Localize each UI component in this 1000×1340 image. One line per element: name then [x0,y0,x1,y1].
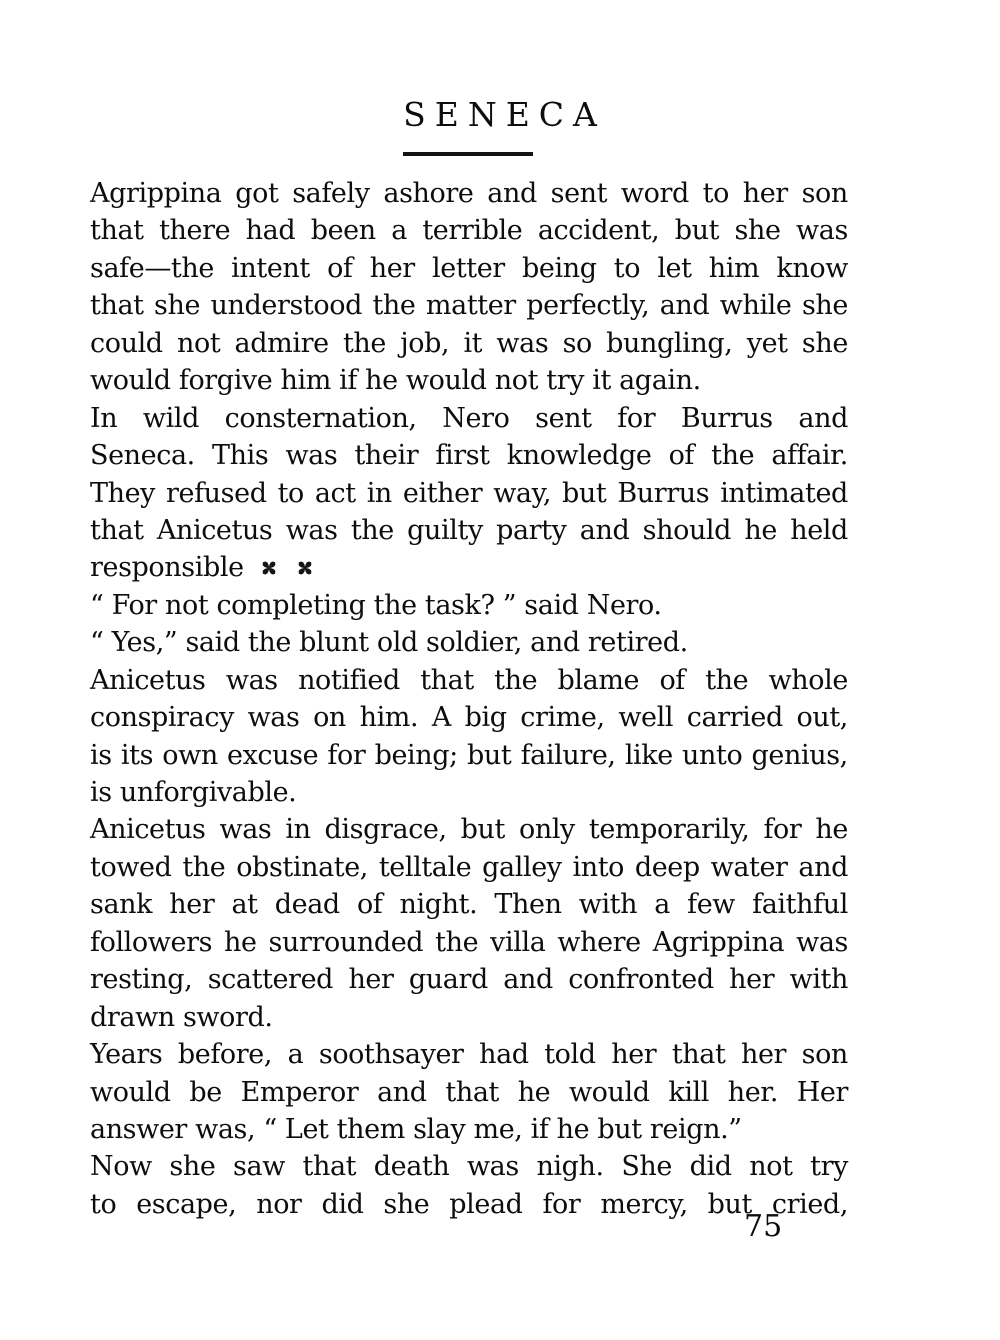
word: dead [274,889,340,921]
word: like [624,739,673,771]
word: a [287,1039,304,1071]
word: not [749,1151,793,1183]
text-line [90,849,848,886]
word: knowledge [506,440,652,472]
word: Burrus [617,477,710,509]
word: Emperor [240,1076,359,1108]
word: cried, [771,1188,848,1220]
title-rule-divider [403,152,533,156]
word: in [366,477,392,509]
word: sent [535,402,592,434]
word: that [420,664,474,696]
word: terrible [422,215,523,247]
word: notified [298,664,400,696]
word: Then [494,889,562,921]
word: blame [557,664,640,696]
line-text: answer was, “ Let them slay me, if he but reign.” [90,1113,742,1145]
word: that [445,1076,499,1108]
text-line [90,325,848,362]
word: sent [550,178,608,209]
word: safe—the [90,252,214,284]
word: This [212,440,269,472]
word: Now [90,1151,152,1183]
text-line [90,175,848,212]
word: for [763,814,802,846]
word: well [618,702,674,734]
word: followers [90,926,213,958]
word: and [503,964,553,996]
word: Nero [442,402,510,434]
word: perfectly, [526,290,650,322]
word: he [815,814,848,846]
text-line [90,549,848,586]
word: being [522,252,597,284]
word: she [154,290,201,322]
fleuron-ornament-icon [258,549,280,586]
word: the [372,290,416,322]
word: did [321,1188,364,1220]
word: of [327,252,353,284]
word: Anicetus [156,514,273,546]
word: for [542,1188,581,1220]
word: resting, [90,964,193,996]
word: and [377,1076,427,1108]
word: few [687,889,735,921]
word: either [402,477,483,509]
word: she [801,327,848,359]
word: intent [231,252,310,284]
word: consternation, [224,402,417,434]
word: her. [727,1076,779,1108]
text-line [90,475,848,512]
word: was [796,926,848,958]
word: was [247,702,300,734]
word: to [90,1188,117,1220]
word: guard [408,964,488,996]
word: but [674,215,720,247]
word: unto [682,739,743,771]
text-line [90,699,848,736]
word: the [182,851,226,883]
word: plead [449,1188,523,1220]
word: of [668,440,695,472]
word: there [159,215,231,247]
word: into [572,851,624,883]
word: she [169,1151,216,1183]
word: was [219,814,272,846]
word: while [719,290,792,322]
word: was [796,215,848,247]
word: towed [90,851,172,883]
word: not [176,327,221,359]
word: the [435,926,479,958]
line-text: drawn sword. [90,1001,273,1033]
word: villa [490,926,546,958]
word: nigh. [536,1151,604,1183]
word: genius, [751,739,848,771]
word: A [431,702,451,734]
word: water [710,851,788,883]
word: carried [686,702,783,734]
text-line [90,287,848,324]
word: where [557,926,641,958]
word: on [313,702,346,734]
word: at [231,889,258,921]
word: Burrus [680,402,773,434]
word: Years [90,1039,163,1071]
word: galley [482,851,562,883]
text-line [90,961,848,998]
word: was [285,440,338,472]
word: to [277,477,304,509]
word: but [460,814,505,846]
text-line [90,1186,848,1223]
word: her [729,964,775,996]
word: surrounded [268,926,424,958]
line-text: would forgive him if he would not try it again. [90,365,701,397]
text-line [90,774,848,811]
word: before, [177,1039,273,1071]
word: him. [359,702,419,734]
word: In [90,402,118,434]
word: its [120,739,154,771]
text-line [90,512,848,549]
word: and [579,514,630,546]
word: let [657,252,692,284]
text-line [90,1148,848,1185]
word: act [314,477,356,509]
line-text: is unforgivable. [90,777,297,808]
word: yet [746,327,788,359]
word: been [310,215,376,247]
word: a [391,215,407,247]
word: that [90,215,144,247]
word: escape, [136,1188,237,1220]
word: kill [668,1076,710,1108]
word: should [642,514,732,546]
word: is [90,739,112,771]
word: was [466,1151,519,1183]
word: was [285,514,338,546]
word: safely [292,178,370,209]
word: son [801,1039,848,1071]
text-line [90,250,848,287]
word: of [659,664,685,696]
word: the [342,327,386,359]
word: a [654,889,670,921]
fleuron-ornament-icon [294,549,316,586]
word: had [245,215,296,247]
word: try [810,1151,848,1183]
word: that [671,1039,726,1071]
text-line [90,1111,848,1148]
word: she [801,290,848,322]
text-line [90,624,848,661]
word: intimated [720,477,848,509]
word: and [798,402,848,434]
word: with [578,889,638,921]
word: guilty [407,514,483,546]
text-line [90,999,848,1036]
word: her [169,889,215,921]
page-number: 75 [744,1209,783,1244]
text-line [90,886,848,923]
word: and [659,290,710,322]
word: him [708,252,760,284]
word: Agrippina [90,178,222,209]
word: would [90,1076,171,1108]
text-line [90,737,848,774]
word: bungling, [606,327,733,359]
word: her [742,178,788,209]
page-title: SENECA [403,95,606,134]
word: and [487,178,537,209]
word: their [354,440,419,472]
text-block [90,175,848,1223]
word: for [327,739,366,771]
word: but [467,739,512,771]
text-line [90,924,848,961]
word: job, [400,327,450,359]
word: They [90,477,156,509]
word: would [568,1076,650,1108]
text-line [90,1036,848,1073]
text-line [90,400,848,437]
text-line [90,437,848,474]
word: in [285,814,311,846]
word: obstinate, [236,851,368,883]
word: had [479,1039,529,1071]
word: the [705,664,749,696]
word: the [711,440,755,472]
text-line [90,662,848,699]
word: affair. [771,440,848,472]
text-line [90,587,848,624]
word: her [369,252,415,284]
text-line [90,212,848,249]
word: he [744,514,777,546]
text-line [90,1074,848,1111]
word: mercy, [600,1188,688,1220]
word: could [90,327,163,359]
line-text: responsible [90,552,244,584]
word: confronted [568,964,714,996]
word: own [162,739,218,771]
word: the [494,664,538,696]
word: for [617,402,656,434]
word: whole [768,664,848,696]
word: understood [210,290,362,322]
word: her [740,1039,787,1071]
word: but [707,1188,752,1220]
word: only [518,814,575,846]
word: Seneca. [90,440,195,472]
word: told [544,1039,596,1071]
word: but [562,477,607,509]
word: excuse [227,739,319,771]
word: Anicetus [90,814,206,846]
word: deep [634,851,700,883]
word: accident, [537,215,660,247]
word: faithful [752,889,848,921]
word: was [225,664,278,696]
word: She [621,1151,672,1183]
word: temporarily, [588,814,750,846]
word: she [383,1188,430,1220]
word: so [562,327,592,359]
word: got [235,178,279,209]
word: soothsayer [318,1039,464,1071]
word: wild [142,402,199,434]
word: disgrace, [324,814,447,846]
word: refused [166,477,267,509]
line-text: “ For not completing the task? ” said Nero. [90,589,662,621]
word: the [350,514,394,546]
word: of [356,889,383,921]
word: held [790,514,848,546]
word: and [798,851,848,883]
word: he [517,1076,551,1108]
word: out, [796,702,848,734]
word: that [90,514,144,546]
word: way, [493,477,552,509]
word: was [496,327,549,359]
word: that [90,290,144,322]
word: death [373,1151,450,1183]
word: nor [256,1188,302,1220]
word: failure, [520,739,616,771]
word: that [302,1151,357,1183]
word: crime, [520,702,605,734]
text-line [90,362,848,399]
word: know [776,252,848,284]
word: be [189,1076,222,1108]
word: Her [796,1076,848,1108]
word: conspiracy [90,702,234,734]
word: did [689,1151,732,1183]
word: scattered [207,964,334,996]
word: it [463,327,483,359]
word: big [464,702,507,734]
word: ashore [383,178,474,209]
word: her [348,964,394,996]
word: word [620,178,689,209]
word: telltale [378,851,472,883]
text-line [90,811,848,848]
word: matter [425,290,516,322]
word: night. [399,889,478,921]
word: he [224,926,257,958]
word: son [801,178,848,209]
word: admire [234,327,329,359]
word: Anicetus [90,664,206,696]
word: with [789,964,848,996]
word: to [702,178,729,209]
word: first [435,440,490,472]
word: to [613,252,641,284]
word: saw [233,1151,285,1183]
word: sank [90,889,153,921]
word: letter [432,252,505,284]
word: she [734,215,781,247]
word: her [611,1039,657,1071]
word: party [496,514,567,546]
word: being; [374,739,458,771]
line-text: “ Yes,” said the blunt old soldier, and retired. [90,627,688,659]
word: Agrippina [652,926,785,958]
